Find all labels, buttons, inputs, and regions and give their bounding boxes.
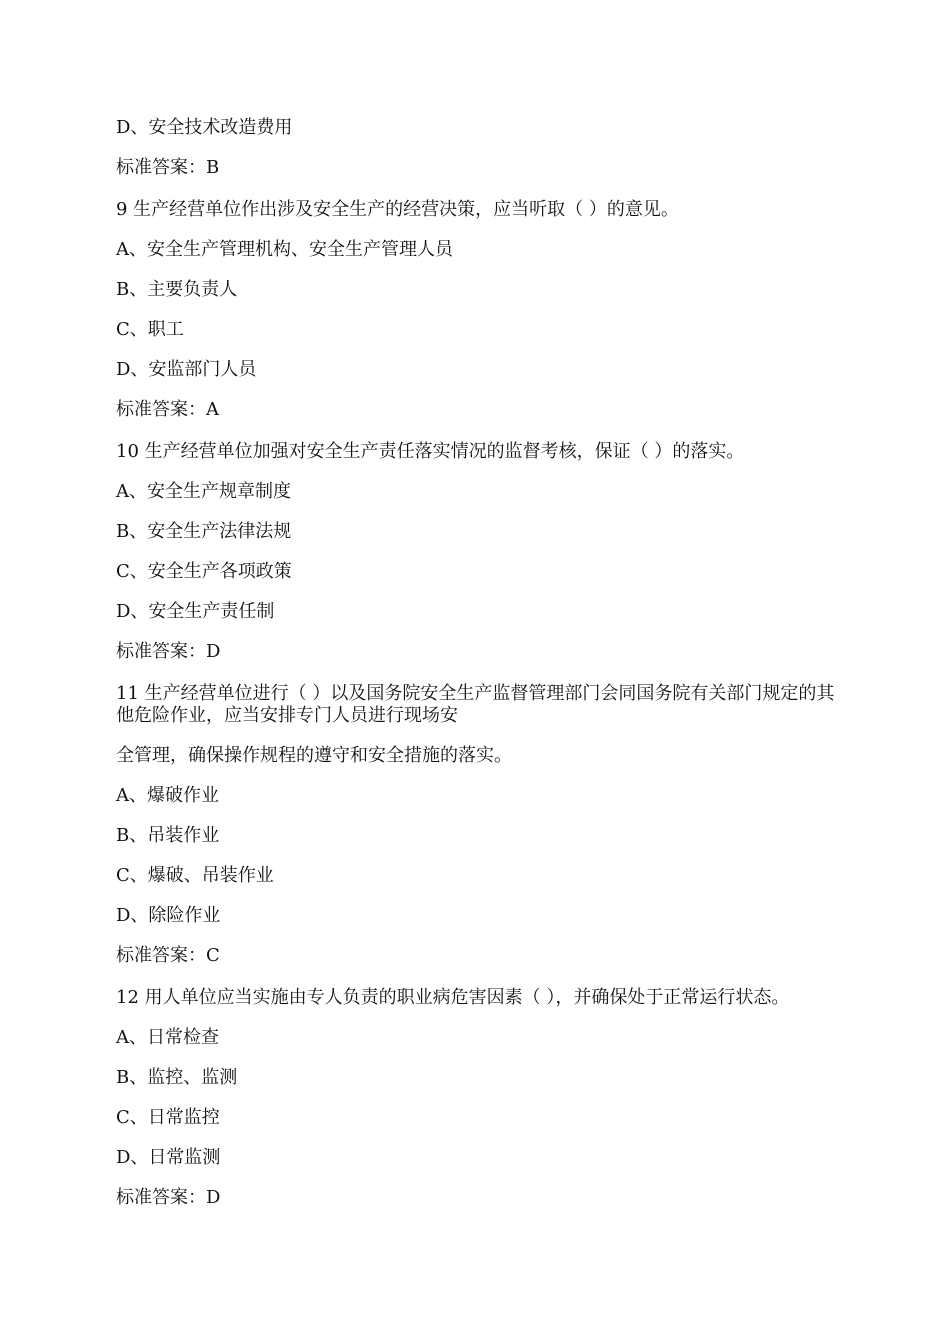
- option-c: C、爆破、吊装作业: [116, 865, 274, 886]
- option-a: A、爆破作业: [116, 785, 219, 806]
- option-d: D、日常监测: [116, 1147, 221, 1168]
- question-12: 12 用人单位应当实施由专人负责的职业病危害因素（ ），并确保处于正常运行状态。: [116, 987, 790, 1008]
- option-d: D、安全生产责任制: [116, 601, 275, 622]
- question-11: 11 生产经营单位进行（ ）以及国务院安全生产监督管理部门会同国务院有关部门规定的其他危险作业，应当安排专门人员进行现场安: [116, 683, 835, 726]
- answer-line: 标准答案：A: [116, 399, 219, 420]
- option-d: D、安监部门人员: [116, 359, 257, 380]
- option-c: C、日常监控: [116, 1107, 220, 1128]
- option-a: A、日常检查: [116, 1027, 219, 1048]
- question-9: 9 生产经营单位作出涉及安全生产的经营决策，应当听取（ ）的意见。: [116, 199, 679, 220]
- option-b: B、吊装作业: [116, 825, 220, 846]
- option-d: D、安全技术改造费用: [116, 117, 293, 138]
- option-a: A、安全生产管理机构、安全生产管理人员: [116, 239, 453, 260]
- option-b: B、监控、监测: [116, 1067, 238, 1088]
- option-b: B、安全生产法律法规: [116, 521, 292, 542]
- option-c: C、安全生产各项政策: [116, 561, 292, 582]
- question-10: 10 生产经营单位加强对安全生产责任落实情况的监督考核，保证（ ）的落实。: [116, 441, 745, 462]
- answer-line: 标准答案：D: [116, 1187, 221, 1208]
- option-b: B、主要负责人: [116, 279, 238, 300]
- option-c: C、职工: [116, 319, 184, 340]
- answer-line: 标准答案：C: [116, 945, 220, 966]
- question-11-continuation: 全管理，确保操作规程的遵守和安全措施的落实。: [116, 745, 512, 766]
- option-d: D、除险作业: [116, 905, 221, 926]
- option-a: A、安全生产规章制度: [116, 481, 291, 502]
- answer-line: 标准答案：B: [116, 157, 220, 178]
- answer-line: 标准答案：D: [116, 641, 221, 662]
